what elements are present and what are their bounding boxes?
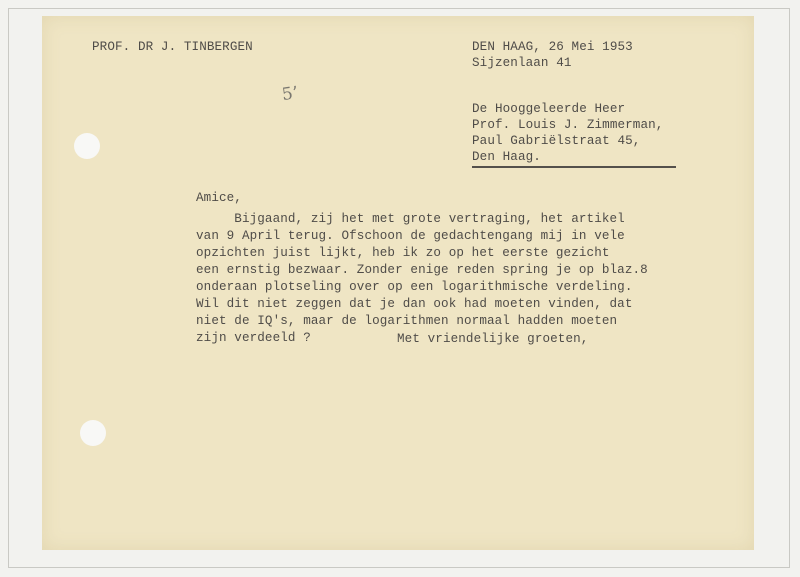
recipient-line: Den Haag. [472,150,541,164]
punch-hole-bottom [80,420,106,446]
body-line: een ernstig bezwaar. Zonder enige reden spring je op blaz.8 [196,263,648,277]
body-line: zijn verdeeld ? [196,331,311,345]
recipient-line: De Hooggeleerde Heer [472,102,626,116]
body-line: van 9 April terug. Ofschoon de gedachtengang mij in vele [196,229,625,243]
address-underline [472,166,676,168]
pencil-annotation: 5’ [280,82,300,106]
place-date: DEN HAAG, 26 Mei 1953 [472,40,633,54]
body-line: opzichten juist lijkt, heb ik zo op het eerste gezicht [196,246,610,260]
recipient-line: Prof. Louis J. Zimmerman, [472,118,664,132]
body-line: onderaan plotseling over op een logarithmische verdeling. [196,280,633,294]
body-line: Wil dit niet zeggen dat je dan ook had moeten vinden, dat [196,297,633,311]
body-line: Bijgaand, zij het met grote vertraging, het artikel [196,212,625,226]
body-line: niet de IQ's, maar de logarithmen normaal hadden moeten [196,314,618,328]
closing: Met vriendelijke groeten, [397,332,589,346]
punch-hole-top [74,133,100,159]
sender-name: PROF. DR J. TINBERGEN [92,40,253,54]
sender-street: Sijzenlaan 41 [472,56,572,70]
salutation: Amice, [196,191,242,205]
recipient-line: Paul Gabriëlstraat 45, [472,134,641,148]
